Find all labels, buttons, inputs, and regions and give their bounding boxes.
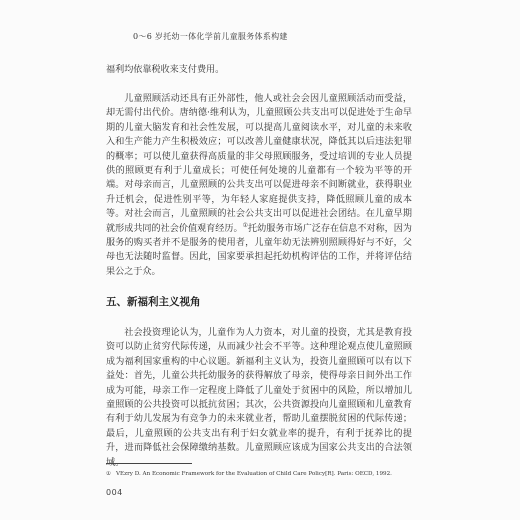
footnote-reference[interactable]: ① [242,221,249,229]
running-head: 0～6 岁托幼一体化学前儿童服务体系构建 [133,32,288,41]
footnote-divider [106,463,192,464]
paragraph-externality [106,92,412,279]
footnote-text: VEzry D. An Economic Framework for the Evaluation of Child Care Policy[R]. Paris: OECD, 1992. [116,471,392,477]
page-number: 004 [106,488,123,497]
footnote [106,470,416,478]
paragraph-new-welfare-text: 社会投资理论认为，儿童作为人力资本，对儿童的投资，尤其是教育投资可以防止贫穷代际传递，从而减少社会不平等。这种理论观点使儿童照顾成为福利国家重构的中心议题。新福利主义认为，投资儿童照顾可以有以下益处：首先，儿童公共托幼服务的获得解放了母亲，使得母亲日间外出工作成为可能，母亲工作一定程度上降低了儿童处于贫困中的风险，所以增加儿童照顾的公共投资可以抵抗贫困；其次，公共资源投向儿童照顾和儿童教育有利于幼儿发展为有竞争力的未来就业者，帮助儿童摆脱贫困的代际传递；最后，儿童照顾的公共支出有利于妇女就业率的提升，有利于抚养比的提升，进而降低社会保障缴纳基数。儿童照顾应该成为国家公共支出的合法领 [106,328,412,454]
paragraph-externality-lead: 儿童照顾活动还具有正外部性，他人或社会会因儿童照顾活动而受益，却无需付出代价。唐纳德·维利认为，儿童照顾公共支出可以促进处于生命早期的儿童大脑发育和社会性发展，可以提高儿童阅读水平，对儿童的未来收入和生产能力产生积极效应；可以改善儿童健康状况，降低其以后违法犯罪的概率；可以使儿童获得高质量的非父母照顾服务，受过培训的专业人员提供的照顾更有利于儿童成长；可使任何处境的儿童都有一个较为平等的开端。对母亲而言，儿童照顾的公共支出可以促进母亲不间断就业，获得职业升迁机会，促进性别平等，为年轻人家庭提供支持，降低照顾儿童的成本等。对社会而言，儿童照顾的社会公共支出可以促进社会团结。在儿童早期就形成共同的社会价值观育经历。 [106,94,412,234]
paragraph-carryover-text: 福利均依靠税收来支付费用。 [106,65,225,75]
paragraph-new-welfare [106,326,412,470]
footnote-mark: ① [106,471,112,477]
paragraph-externality-text [106,92,412,279]
section-title: 五、新福利主义视角 [106,296,201,308]
paragraph-carryover [106,63,412,77]
paragraph-externality-tail: 托幼服务市场广泛存在信息不对称，因为服务的购买者并不是服务的使用者，儿童年幼无法辨别照顾得好与不好，父母也无法随时监督。因此，国家要承担起托幼机构评估的工作，并将评估结果公之于众。 [106,223,412,277]
